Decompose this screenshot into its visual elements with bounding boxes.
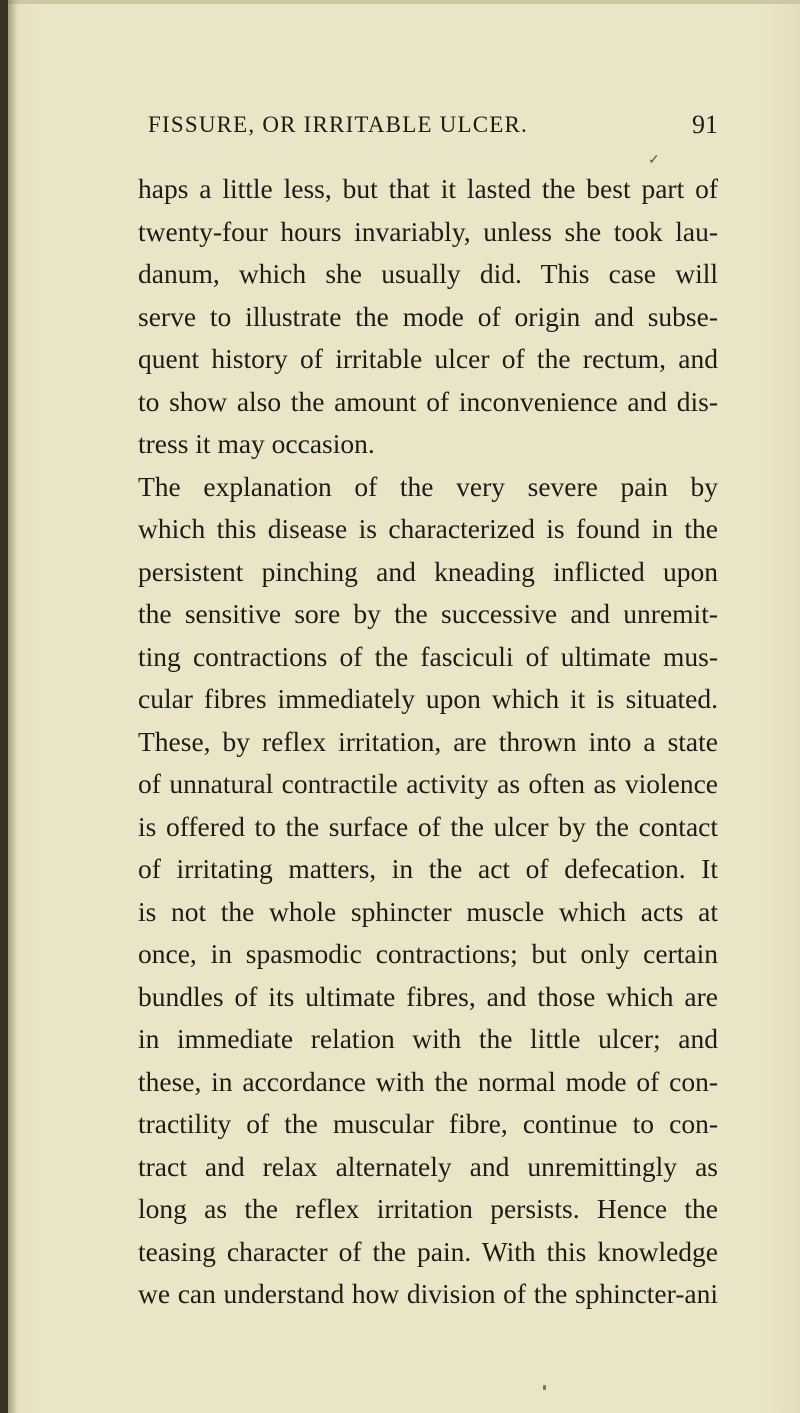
text-line: once, in spasmodic contractions; but only certain [138, 938, 718, 969]
text-line: tractility of the muscular fibre, continue to con- [138, 1108, 718, 1139]
text-line: ting contractions of the fasciculi of ultimate mus- [138, 640, 718, 672]
text-line: is offered to the surface of the ulcer by the contact [138, 810, 718, 842]
page-header [148, 112, 718, 148]
text-line: persistent pinching and kneading inflicted upon [138, 555, 718, 587]
text-line: twenty-four hours invariably, unless she took lau- [138, 215, 718, 247]
text-line: in immediate relation with the little ulcer; and [138, 1023, 718, 1054]
ink-speck [543, 1385, 546, 1390]
text-line: haps a little less, but that it lasted the best part of [138, 173, 718, 204]
text-line: serve to illustrate the mode of origin and subse- [138, 300, 718, 332]
text-line: tress it may occasion. [138, 428, 375, 459]
text-line: quent history of irritable ulcer of the rectum, and [138, 343, 718, 374]
pencil-tick-mark: ✓ [648, 153, 660, 168]
text-line: we can understand how division of the sphincter-ani [138, 1278, 718, 1309]
text-line: of unnatural contractile activity as often as violence [138, 768, 718, 799]
text-line: which this disease is characterized is found in the [138, 513, 718, 544]
body-text [138, 168, 718, 1316]
text-line: the sensitive sore by the successive and unremit- [138, 598, 718, 629]
text-line: tract and relax alternately and unremittingly as [138, 1150, 718, 1182]
text-line: is not the whole sphincter muscle which acts at [138, 895, 718, 927]
text-line: These, by reflex irritation, are thrown into a state [138, 725, 718, 757]
page-top-edge [0, 0, 800, 4]
text-line: of irritating matters, in the act of defecation. It [138, 853, 718, 884]
text-line: to show also the amount of inconvenience and dis- [138, 385, 718, 417]
text-line: cular fibres immediately upon which it is situated. [138, 683, 718, 714]
text-line: long as the reflex irritation persists. Hence the [138, 1193, 718, 1224]
text-line: teasing character of the pain. With this knowledge [138, 1235, 718, 1267]
text-line: these, in accordance with the normal mode of con- [138, 1065, 718, 1097]
binding-gutter [0, 0, 8, 1413]
text-line: danum, which she usually did. This case will [138, 258, 718, 289]
gutter-shadow [8, 0, 18, 1413]
text-line: bundles of its ultimate fibres, and those which are [138, 980, 718, 1012]
text-line: The explanation of the very severe pain by [138, 470, 718, 502]
page-number: 91 [692, 110, 718, 139]
running-title: FISSURE, OR IRRITABLE ULCER. [148, 112, 528, 137]
